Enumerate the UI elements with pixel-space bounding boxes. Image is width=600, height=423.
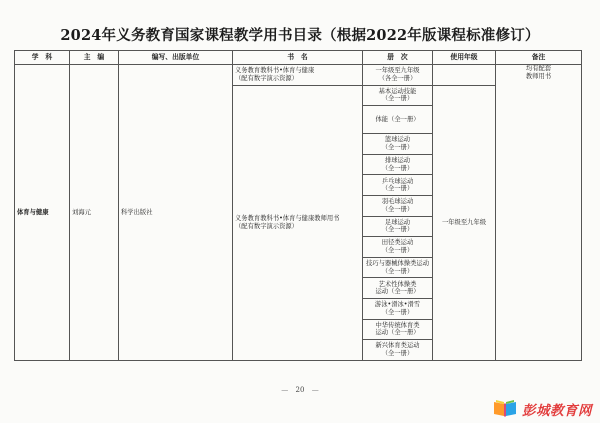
volume-cell bbox=[363, 134, 433, 155]
book-title-line1: 义务教育教科书•体育与健康教师用书 bbox=[235, 215, 340, 223]
page-number: 20 bbox=[295, 386, 305, 394]
volume-cell bbox=[363, 195, 433, 216]
volume-line1: 一年级至九年级 bbox=[375, 67, 420, 75]
editor-cell: 刘海元 bbox=[70, 65, 119, 361]
page-footer bbox=[0, 386, 600, 394]
header-note: 备注 bbox=[496, 51, 582, 65]
note-line2: 教师用书 bbox=[525, 72, 552, 80]
watermark bbox=[492, 398, 592, 420]
volume-line1: 排球运动 bbox=[384, 156, 411, 164]
volume-cell bbox=[363, 278, 433, 299]
book-title-cell bbox=[233, 85, 363, 360]
volume-line2: （全一册） bbox=[381, 205, 414, 213]
header-editor: 主 编 bbox=[70, 51, 119, 65]
volume-line2: （全一册） bbox=[381, 95, 414, 103]
table-header-row bbox=[15, 51, 582, 65]
book-logo-icon bbox=[492, 397, 518, 421]
watermark-text: 彭城教育网 bbox=[522, 403, 592, 419]
volume-line2: 运动（全一册） bbox=[375, 288, 420, 296]
volume-line2: （全一册） bbox=[381, 349, 414, 357]
volume-cell bbox=[363, 257, 433, 278]
volume-line2: （全一册） bbox=[381, 246, 414, 254]
volume-line1: 田径类运动 bbox=[381, 239, 414, 247]
grade-cell bbox=[433, 65, 496, 86]
note-cell bbox=[496, 65, 582, 361]
volume-line2: （全一册） bbox=[381, 143, 414, 151]
volume-cell bbox=[363, 216, 433, 237]
volume-cell bbox=[363, 298, 433, 319]
volume-line1: 羽毛球运动 bbox=[381, 198, 414, 206]
header-book-title: 书 名 bbox=[233, 51, 363, 65]
volume-line1: 游泳•滑冰•滑雪 bbox=[374, 301, 421, 309]
volume-line1: 篮球运动 bbox=[384, 136, 411, 144]
volume-line1: 体能（全一册） bbox=[375, 115, 420, 123]
volume-cell bbox=[363, 319, 433, 340]
footer-dash-right: — bbox=[311, 386, 319, 394]
volume-line2: （全一册） bbox=[381, 226, 414, 234]
volume-cell bbox=[363, 154, 433, 175]
volume-line2: 运动（全一册） bbox=[375, 329, 420, 337]
header-publisher: 编写、出版单位 bbox=[119, 51, 233, 65]
book-title-line2: （配有数字演示资源） bbox=[235, 74, 298, 82]
volume-line1: 足球运动 bbox=[384, 218, 411, 226]
volume-line1: 新兴体育类运动 bbox=[375, 342, 420, 350]
volume-line1: 基本运动技能 bbox=[378, 87, 417, 95]
volume-cell bbox=[363, 340, 433, 361]
book-title-cell bbox=[233, 65, 363, 86]
volume-line1: 中华传统体育类 bbox=[375, 321, 420, 329]
header-volume: 册 次 bbox=[363, 51, 433, 65]
volume-line2: （全一册） bbox=[381, 267, 414, 275]
volume-line2: （各全一册） bbox=[378, 74, 417, 82]
volume-cell bbox=[363, 175, 433, 196]
table-row bbox=[15, 65, 582, 86]
volume-line2: （全一册） bbox=[381, 164, 414, 172]
book-title-line2: （配有数字演示资源） bbox=[235, 222, 298, 230]
subject-cell: 体育与健康 bbox=[15, 65, 70, 361]
page-title: 2024年义务教育国家课程教学用书目录（根据2022年版课程标准修订） bbox=[60, 27, 540, 44]
volume-line2: （全一册） bbox=[381, 308, 414, 316]
volume-line1: 乒乓球运动 bbox=[381, 177, 414, 185]
volume-cell bbox=[363, 65, 433, 86]
volume-line1: 技巧与器械体操类运动 bbox=[366, 259, 429, 267]
footer-dash-left: — bbox=[281, 386, 289, 394]
volume-cell bbox=[363, 106, 433, 134]
catalog-table bbox=[14, 50, 582, 361]
volume-cell bbox=[363, 237, 433, 258]
header-grade: 使用年级 bbox=[433, 51, 496, 65]
volume-cell bbox=[363, 85, 433, 106]
volume-line1: 艺术性体操类 bbox=[378, 280, 417, 288]
note-line1: 均有配套 bbox=[525, 65, 552, 72]
grade-cell: 一年级至九年级 bbox=[433, 85, 496, 360]
publisher-cell: 科学出版社 bbox=[119, 65, 233, 361]
header-subject: 学 科 bbox=[15, 51, 70, 65]
book-title-line1: 义务教育教科书•体育与健康 bbox=[235, 67, 315, 75]
volume-line2: （全一册） bbox=[381, 185, 414, 193]
